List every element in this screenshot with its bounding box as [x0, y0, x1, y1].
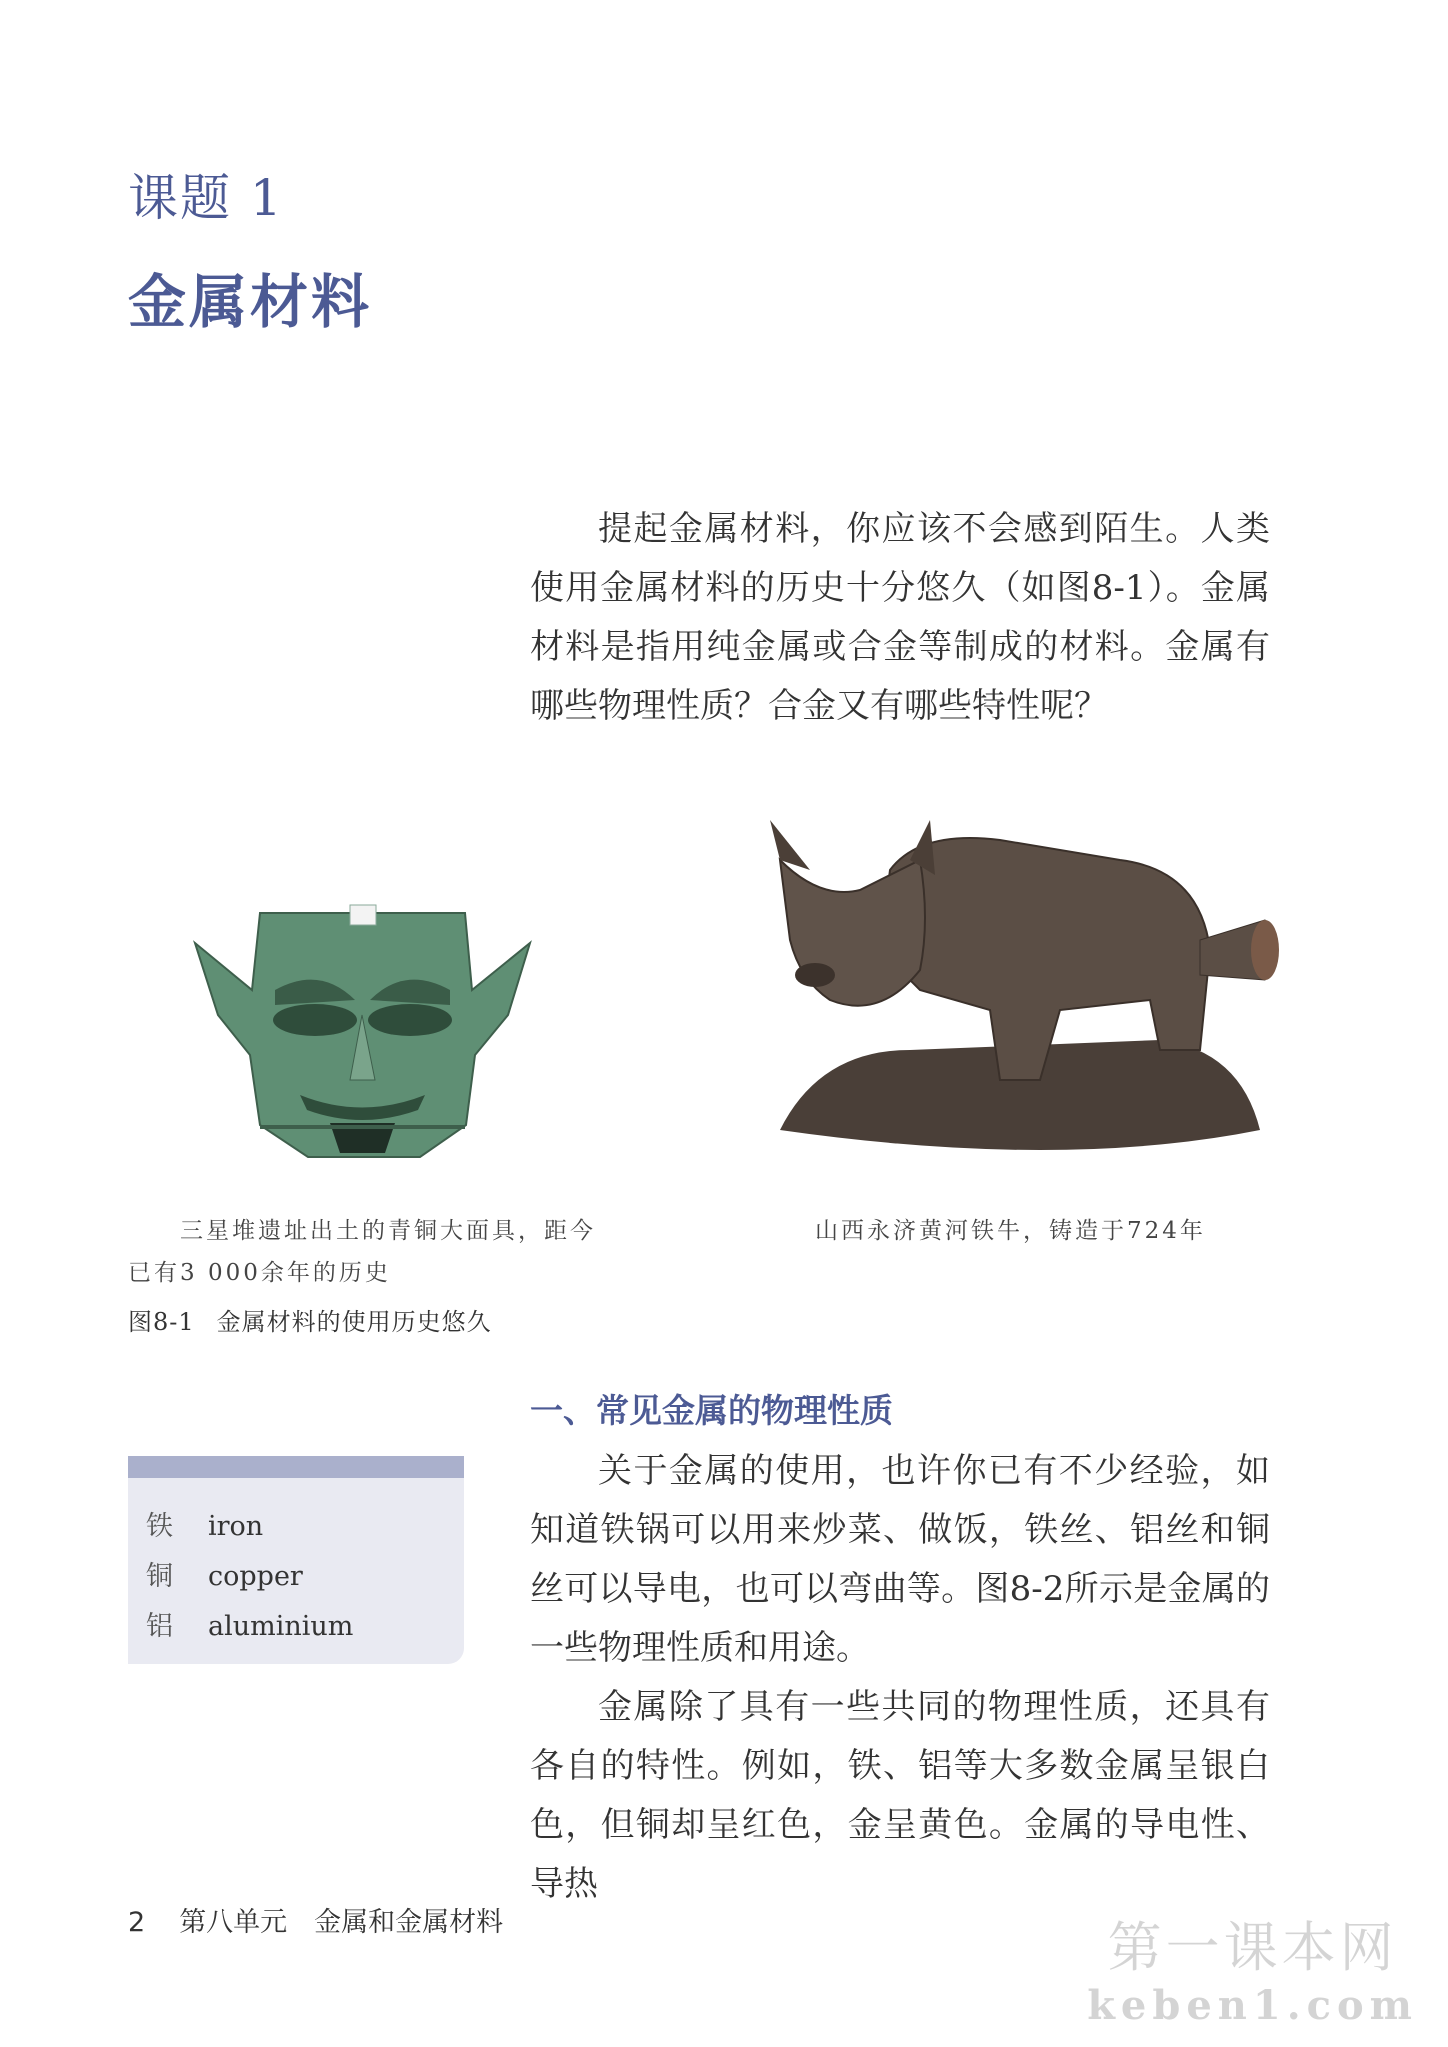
page-footer	[128, 1900, 503, 1939]
vocab-item	[146, 1504, 263, 1543]
unit-title: 第八单元 金属和金属材料	[179, 1907, 504, 1938]
figure-title	[128, 1302, 492, 1337]
caption-mask-line2: 已有3 000余年的历史	[128, 1260, 391, 1286]
vocab-box-header-bar	[128, 1456, 464, 1478]
vocab-en: copper	[208, 1561, 303, 1592]
page-title: 金属材料	[128, 268, 373, 336]
figure-number: 图8-1	[128, 1308, 195, 1336]
page-number: 2	[128, 1907, 146, 1938]
vocab-en: iron	[208, 1511, 264, 1542]
figure-title-text: 金属材料的使用历史悠久	[216, 1308, 492, 1336]
intro-text	[530, 500, 1270, 736]
caption-mask-line1: 三星堆遗址出土的青铜大面具，距今	[180, 1218, 596, 1244]
section-body	[530, 1442, 1270, 1914]
intro-paragraph: 提起金属材料，你应该不会感到陌生。人类使用金属材料的历史十分悠久（如图8-1）。金属材料是指用纯金属或合金等制成的材料。金属有哪些物理性质？合金又有哪些特性呢？	[530, 509, 1270, 726]
caption-ox: 山西永济黄河铁牛，铸造于724年	[815, 1218, 1206, 1244]
caption-mask	[128, 1210, 628, 1294]
iron-ox-image	[760, 800, 1280, 1170]
vocab-item	[146, 1604, 353, 1643]
watermark-line2: keben1.com	[1087, 1982, 1418, 2029]
section-heading: 一、常见金属的物理性质	[530, 1391, 893, 1430]
section-paragraph-1: 关于金属的使用，也许你已有不少经验，如知道铁锅可以用来炒菜、做饭，铁丝、铝丝和铜丝可以导电，也可以弯曲等。图8-2所示是金属的一些物理性质和用途。	[530, 1451, 1270, 1668]
watermark	[1087, 1905, 1418, 2029]
vocab-en: aluminium	[208, 1611, 354, 1642]
vocab-box	[128, 1456, 464, 1664]
vocab-zh: 铝	[146, 1611, 173, 1642]
bronze-mask-image	[190, 895, 535, 1160]
vocab-zh: 铜	[146, 1561, 173, 1592]
vocab-item	[146, 1554, 303, 1593]
section-paragraph-2: 金属除了具有一些共同的物理性质，还具有各自的特性。例如，铁、铝等大多数金属呈银白色，但铜却呈红色，金呈黄色。金属的导电性、导热	[530, 1687, 1270, 1904]
vocab-zh: 铁	[146, 1511, 173, 1542]
lesson-label: 课题 1	[128, 169, 284, 227]
watermark-line1: 第一课本网	[1107, 1916, 1398, 1979]
